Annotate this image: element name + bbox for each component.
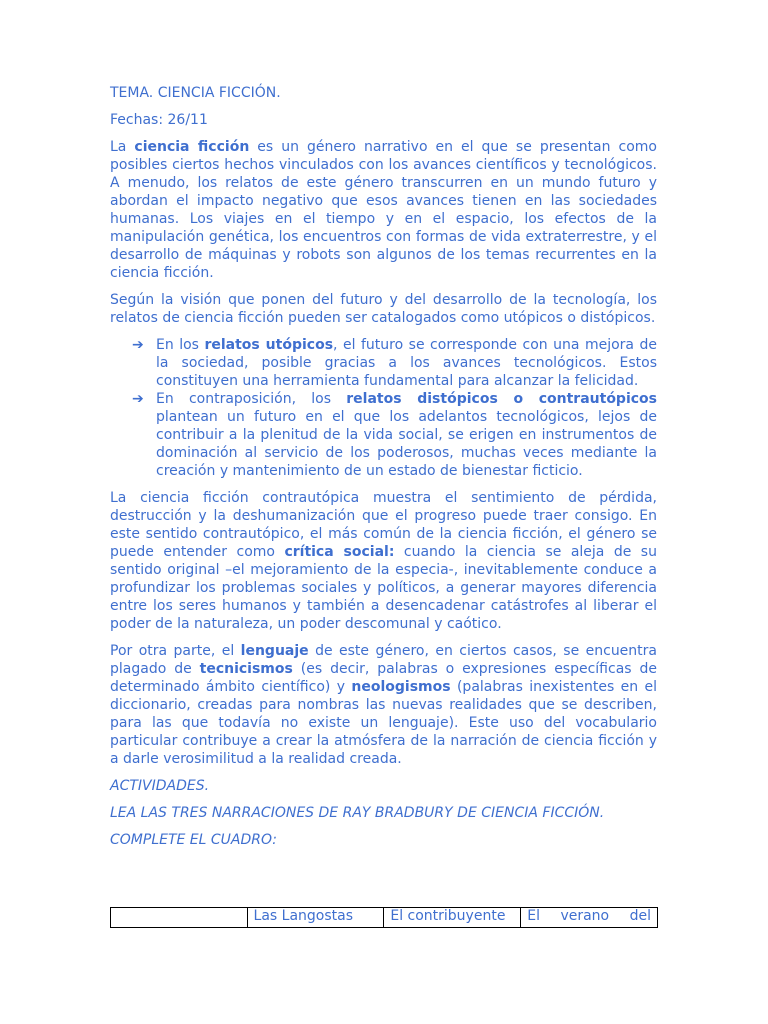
reading-instruction: LEA LAS TRES NARRACIONES DE RAY BRADBURY DE CIENCIA FICCIÓN.: [110, 805, 605, 821]
table-row: [111, 908, 658, 928]
table-header-cell: El verano del: [521, 908, 658, 928]
table-instruction: COMPLETE EL CUADRO:: [110, 832, 278, 848]
lenguaje-text-3: (es decir, palabras o expresiones específicas de determinado ámbito científico) y: [110, 661, 657, 695]
activities-heading: ACTIVIDADES.: [110, 778, 210, 794]
term-tecnicismos: tecnicismos: [199, 661, 293, 677]
bullet-list: [110, 336, 657, 480]
table-header-cell: El contribuyente: [384, 908, 521, 928]
term-relatos-utopicos: relatos utópicos: [204, 337, 334, 353]
vision-paragraph: Según la visión que ponen del futuro y del desarrollo de la tecnología, los relatos de ciencia ficción pueden ser catalogados como utópicos o distópicos.: [110, 292, 657, 326]
list-item: [132, 390, 658, 480]
table-header-cell: Las Langostas: [247, 908, 384, 928]
critica-text-rest: cuando la ciencia se aleja de su sentido original –el mejoramiento de la especia-, inevitablemente conduce a profundizar los problemas sociales y políticos, a generar mayores diferencia entre los seres humanos y también a desencadenar catástrofes al liberar el poder de la naturaleza, un poder descomunal y caótico.: [110, 544, 657, 632]
date-line: Fechas: 26/11: [110, 112, 208, 128]
intro-paragraph: [110, 138, 657, 282]
arrow-right-icon: ➔: [132, 391, 144, 407]
table-cell-empty: [111, 908, 248, 928]
arrow-right-icon: ➔: [132, 337, 144, 353]
bullet-text-start: En contraposición, los: [156, 391, 347, 407]
term-neologismos: neologismos: [351, 679, 451, 695]
intro-text-start: La: [110, 139, 135, 155]
comparison-table: [110, 907, 658, 928]
document-body: [110, 84, 657, 858]
term-lenguaje: lenguaje: [240, 643, 309, 659]
term-critica-social: crítica social:: [284, 544, 395, 560]
lenguaje-text-1: Por otra parte, el: [110, 643, 241, 659]
lenguaje-text-4: (palabras inexistentes en el diccionario, creadas para nombras las nuevas realidades que se describen, para las que todavía no existe un lenguaje). Este uso del vocabulario particular contribuye a crear la atmósfera de la narración de ciencia ficción y a darle verosimilitud a la realidad creada.: [110, 679, 657, 767]
term-ciencia-ficcion: ciencia ficción: [134, 139, 250, 155]
term-relatos-distopicos: relatos distópicos o contrautópicos: [346, 391, 658, 407]
lenguaje-paragraph: [110, 642, 657, 768]
intro-text-rest: es un género narrativo en el que se presentan como posibles ciertos hechos vinculados con los avances científicos y tecnológicos. A menudo, los relatos de este género transcurren en un mundo futuro y abordan el impacto negativo que esos avances tienen en las sociedades humanas. Los viajes en el tiempo y en el espacio, los efectos de la manipulación genética, los encuentros con formas de vida extraterrestre, y el desarrollo de máquinas y robots son algunos de los temas recurrentes en la ciencia ficción.: [110, 139, 657, 281]
critica-paragraph: [110, 489, 657, 633]
bullet-text-start: En los: [156, 337, 205, 353]
bullet-text-rest: , el futuro se corresponde con una mejora de la sociedad, posible gracias a los avances tecnológicos. Estos constituyen una herramienta fundamental para alcanzar la felicidad.: [156, 337, 657, 389]
bullet-text-rest: plantean un futuro en el que los adelantos tecnológicos, lejos de contribuir a la plenitud de la vida social, se erigen en instrumentos de dominación al servicio de los poderosos, muchas veces mediante la creación y mantenimiento de un estado de bienestar ficticio.: [156, 409, 657, 479]
lenguaje-text-2: de este género, en ciertos casos, se encuentra plagado de: [110, 643, 657, 677]
list-item: [132, 336, 657, 390]
critica-text-start: La ciencia ficción contrautópica muestra el sentimiento de pérdida, destrucción y la deshumanización que el progreso puede traer consigo. En este sentido contrautópico, el más común de la ciencia ficción, el género se puede entender como: [110, 490, 657, 560]
document-title: TEMA. CIENCIA FICCIÓN.: [110, 85, 281, 101]
